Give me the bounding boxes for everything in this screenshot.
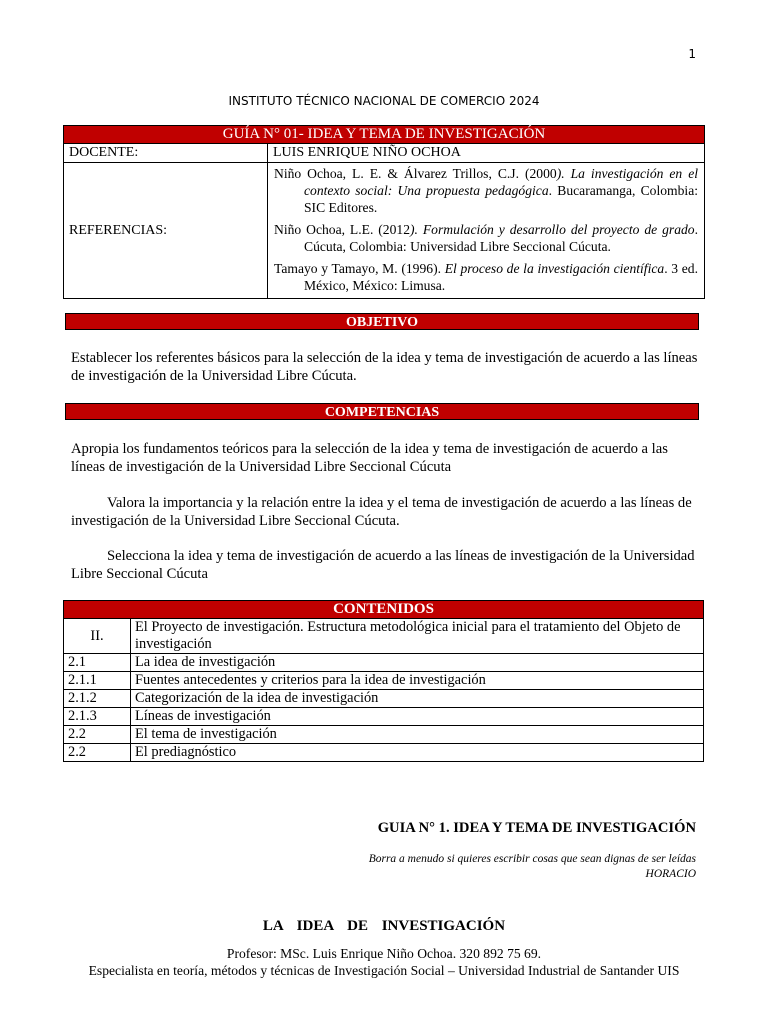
guia-title: GUIA N° 1. IDEA Y TEMA DE INVESTIGACIÓN [377,820,696,836]
references-cell [268,163,705,299]
content-number: 2.2 [64,726,131,744]
docente-value: LUIS ENRIQUE NIÑO OCHOA [268,144,705,163]
objetivo-text: Establecer los referentes básicos para la selección de la idea y tema de investigación de acuerdo a las líneas de investigación de la Universidad Libre Cúcuta. [71,350,698,384]
reference-item: Niño Ochoa, L. E. & Álvarez Trillos, C.J. (2000). La investigación en el contexto social: Una propuesta pedagógica. Bucaramanga, Colombia: SIC Editores. [274,166,699,215]
content-number: 2.1.1 [64,672,131,690]
content-number: 2.1 [64,654,131,672]
especialista-line: Especialista en teoría, métodos y técnicas de Investigación Social – Universidad Industrial de Santander UIS [88,963,680,978]
content-text: Fuentes antecedentes y criterios para la idea de investigación [131,672,704,690]
competencias-heading: COMPETENCIAS [65,403,699,420]
competencia-item: Apropia los fundamentos teóricos para la selección de la idea y tema de investigación de acuerdo a las líneas de investigación de la Universidad Libre Seccional Cúcuta [71,441,668,475]
institute-header: INSTITUTO TÉCNICO NACIONAL DE COMERCIO 2024 [228,94,540,108]
content-text: Categorización de la idea de investigación [131,690,704,708]
content-number: 2.1.3 [64,708,131,726]
content-text: El tema de investigación [131,726,704,744]
competencia-item: Selecciona la idea y tema de investigación de acuerdo a las líneas de investigación de la Universidad Libre Seccional Cúcuta [71,548,695,582]
idea-title: LA IDEA DE INVESTIGACIÓN [262,918,506,934]
content-number: II. [64,619,131,654]
referencias-label: REFERENCIAS: [64,163,268,299]
competencia-item: Valora la importancia y la relación entre la idea y el tema de investigación de acuerdo a las líneas de investigación de la Universidad Libre Seccional Cúcuta. [71,495,692,529]
docente-label: DOCENTE: [64,144,268,163]
content-text: La idea de investigación [131,654,704,672]
objetivo-heading: OBJETIVO [65,313,699,330]
contenidos-table [63,600,704,762]
page-number: 1 [688,47,696,61]
quote-text: Borra a menudo si quieres escribir cosas que sean dignas de ser leídas [368,853,696,865]
quote-author: HORACIO [645,868,696,880]
reference-item: Niño Ochoa, L.E. (2012). Formulación y desarrollo del proyecto de grado. Cúcuta, Colombia: Universidad Libre Seccional Cúcuta. [274,222,698,254]
guide-info-table [63,125,705,299]
content-text: Líneas de investigación [131,708,704,726]
content-text: El Proyecto de investigación. Estructura metodológica inicial para el tratamiento del Objeto de investigación [131,619,704,654]
content-text: El prediagnóstico [131,744,704,762]
guide-table-header: GUÍA N° 01- IDEA Y TEMA DE INVESTIGACIÓN [64,126,705,144]
reference-item: Tamayo y Tamayo, M. (1996). El proceso de la investigación científica. 3 ed. México, México: Limusa. [274,261,698,293]
contenidos-heading: CONTENIDOS [64,601,704,619]
profesor-line: Profesor: MSc. Luis Enrique Niño Ochoa. 320 892 75 69. [226,946,542,961]
content-number: 2.2 [64,744,131,762]
content-number: 2.1.2 [64,690,131,708]
